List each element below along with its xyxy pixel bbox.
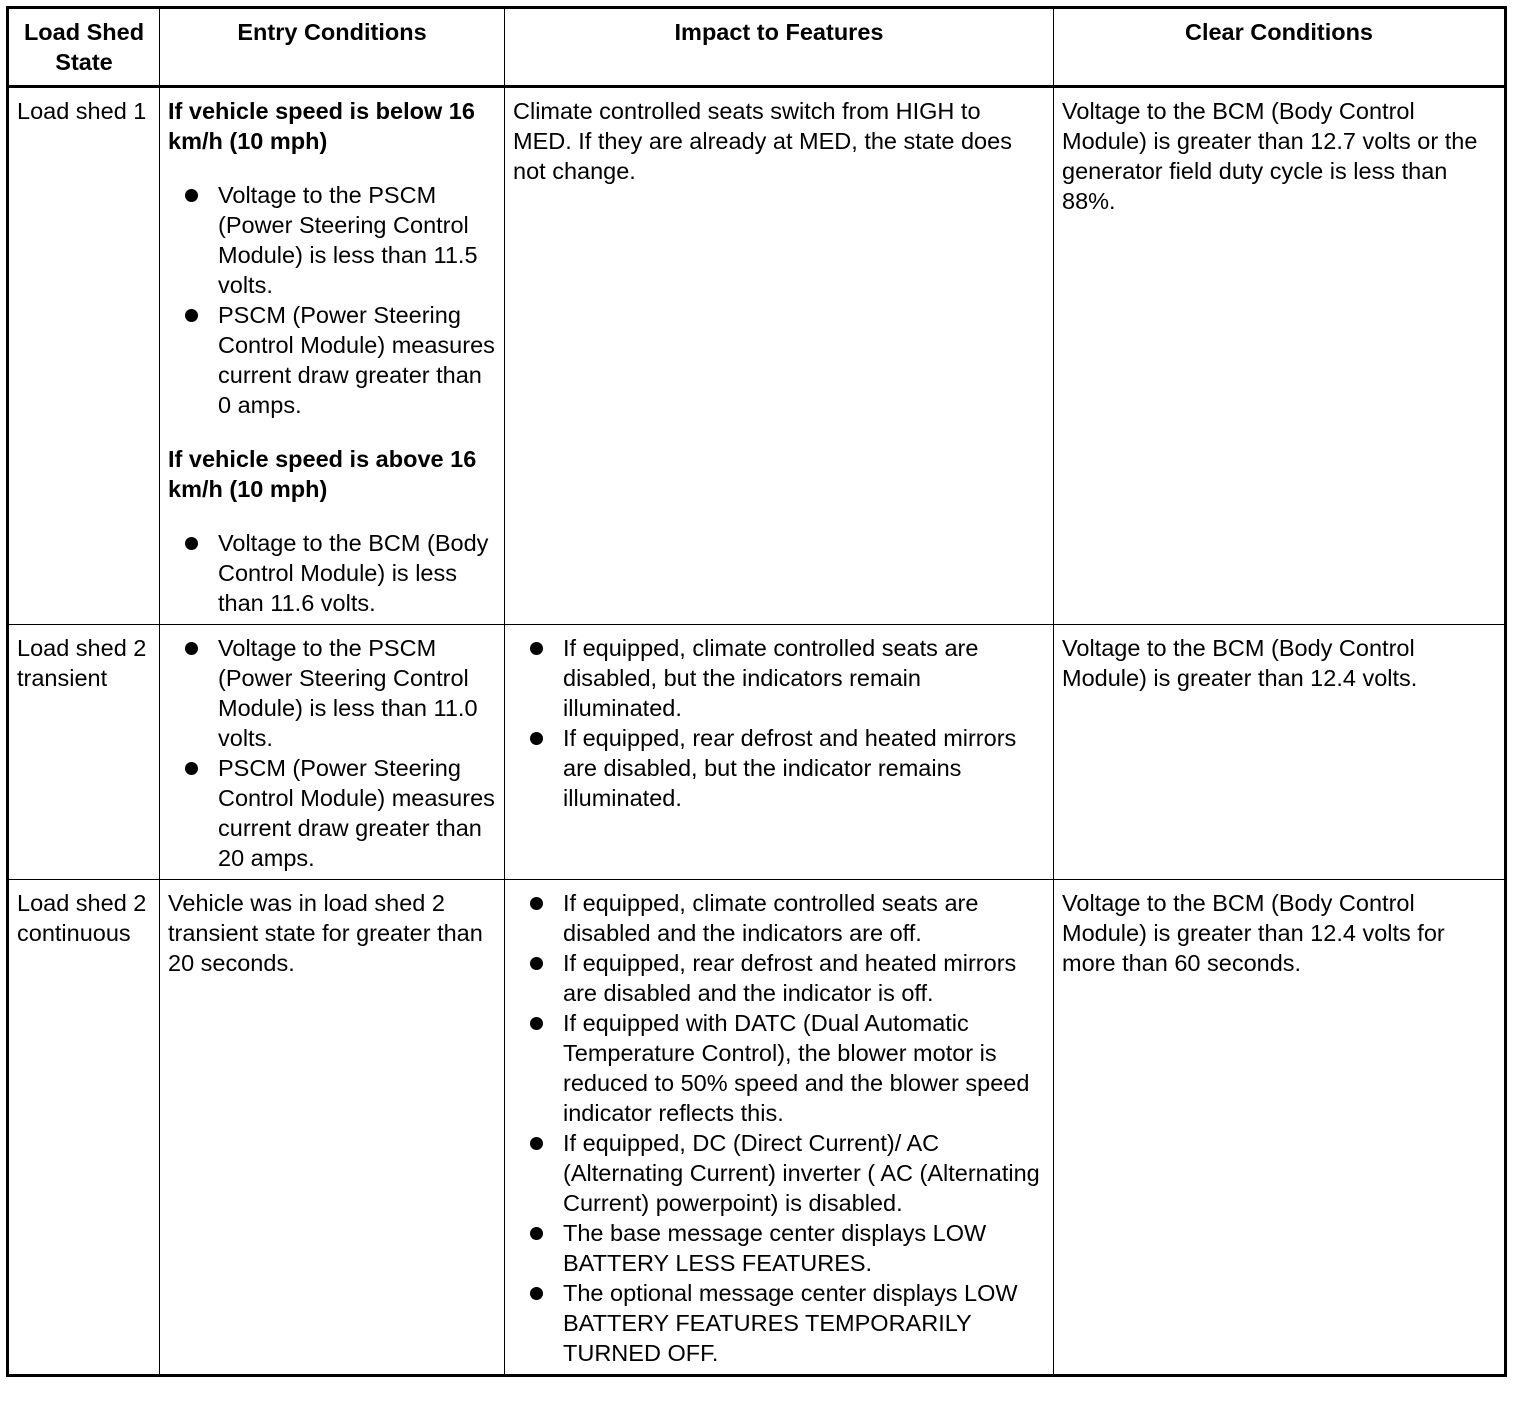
list-item: If equipped, rear defrost and heated mirrors are disabled and the indicator is off. bbox=[513, 948, 1045, 1008]
clear-cell bbox=[1054, 880, 1506, 1376]
header-impact-to-features: Impact to Features bbox=[505, 8, 1054, 87]
impact-text: Climate controlled seats switch from HIGH to MED. If they are already at MED, the state does not change. bbox=[513, 98, 1012, 184]
list-item: Voltage to the BCM (Body Control Module) is less than 11.6 volts. bbox=[168, 528, 496, 618]
impact-cell bbox=[505, 625, 1054, 880]
list-item: If equipped, climate controlled seats are disabled, but the indicators remain illuminated. bbox=[513, 633, 1045, 723]
list-item: The optional message center displays LOW BATTERY FEATURES TEMPORARILY TURNED OFF. bbox=[513, 1278, 1045, 1368]
state-cell: Load shed 2 continuous bbox=[8, 880, 160, 1376]
entry-cell bbox=[160, 625, 505, 880]
list-item: If equipped, DC (Direct Current)/ AC (Alternating Current) inverter ( AC (Alternating Current) powerpoint) is disabled. bbox=[513, 1128, 1045, 1218]
state-cell: Load shed 2 transient bbox=[8, 625, 160, 880]
header-entry-conditions: Entry Conditions bbox=[160, 8, 505, 87]
entry-cell bbox=[160, 880, 505, 1376]
list-item: If equipped, climate controlled seats are disabled and the indicators are off. bbox=[513, 888, 1045, 948]
impact-bullet-list bbox=[513, 888, 1045, 1368]
load-shed-table bbox=[6, 6, 1507, 1377]
clear-text: Voltage to the BCM (Body Control Module) is greater than 12.4 volts for more than 60 seconds. bbox=[1062, 890, 1445, 976]
table-row-load-shed-2-transient bbox=[8, 625, 1506, 880]
state-cell: Load shed 1 bbox=[8, 87, 160, 625]
entry-bullet-list bbox=[168, 633, 496, 873]
clear-text: Voltage to the BCM (Body Control Module) is greater than 12.7 volts or the generator field duty cycle is less than 88%. bbox=[1062, 98, 1478, 214]
impact-bullet-list bbox=[513, 633, 1045, 813]
list-item: Voltage to the PSCM (Power Steering Control Module) is less than 11.0 volts. bbox=[168, 633, 496, 753]
header-row bbox=[8, 8, 1506, 87]
table-row-load-shed-1 bbox=[8, 87, 1506, 625]
entry-heading-speed-below: If vehicle speed is below 16 km/h (10 mph) bbox=[168, 98, 475, 154]
list-item: The base message center displays LOW BATTERY LESS FEATURES. bbox=[513, 1218, 1045, 1278]
list-item: PSCM (Power Steering Control Module) measures current draw greater than 0 amps. bbox=[168, 300, 496, 420]
entry-cell bbox=[160, 87, 505, 625]
header-clear-conditions: Clear Conditions bbox=[1054, 8, 1506, 87]
clear-text: Voltage to the BCM (Body Control Module) is greater than 12.4 volts. bbox=[1062, 635, 1418, 691]
entry-heading-speed-above: If vehicle speed is above 16 km/h (10 mph) bbox=[168, 446, 477, 502]
clear-cell bbox=[1054, 625, 1506, 880]
list-item: If equipped with DATC (Dual Automatic Temperature Control), the blower motor is reduced to 50% speed and the blower speed indicator reflects this. bbox=[513, 1008, 1045, 1128]
list-item: PSCM (Power Steering Control Module) measures current draw greater than 20 amps. bbox=[168, 753, 496, 873]
list-item: Voltage to the PSCM (Power Steering Control Module) is less than 11.5 volts. bbox=[168, 180, 496, 300]
entry-text: Vehicle was in load shed 2 transient state for greater than 20 seconds. bbox=[168, 890, 483, 976]
entry-bullet-list bbox=[168, 180, 496, 420]
list-item: If equipped, rear defrost and heated mirrors are disabled, but the indicator remains illuminated. bbox=[513, 723, 1045, 813]
impact-cell bbox=[505, 880, 1054, 1376]
entry-bullet-list bbox=[168, 528, 496, 618]
table-row-load-shed-2-continuous bbox=[8, 880, 1506, 1376]
impact-cell bbox=[505, 87, 1054, 625]
header-load-shed-state: Load Shed State bbox=[8, 8, 160, 87]
clear-cell bbox=[1054, 87, 1506, 625]
